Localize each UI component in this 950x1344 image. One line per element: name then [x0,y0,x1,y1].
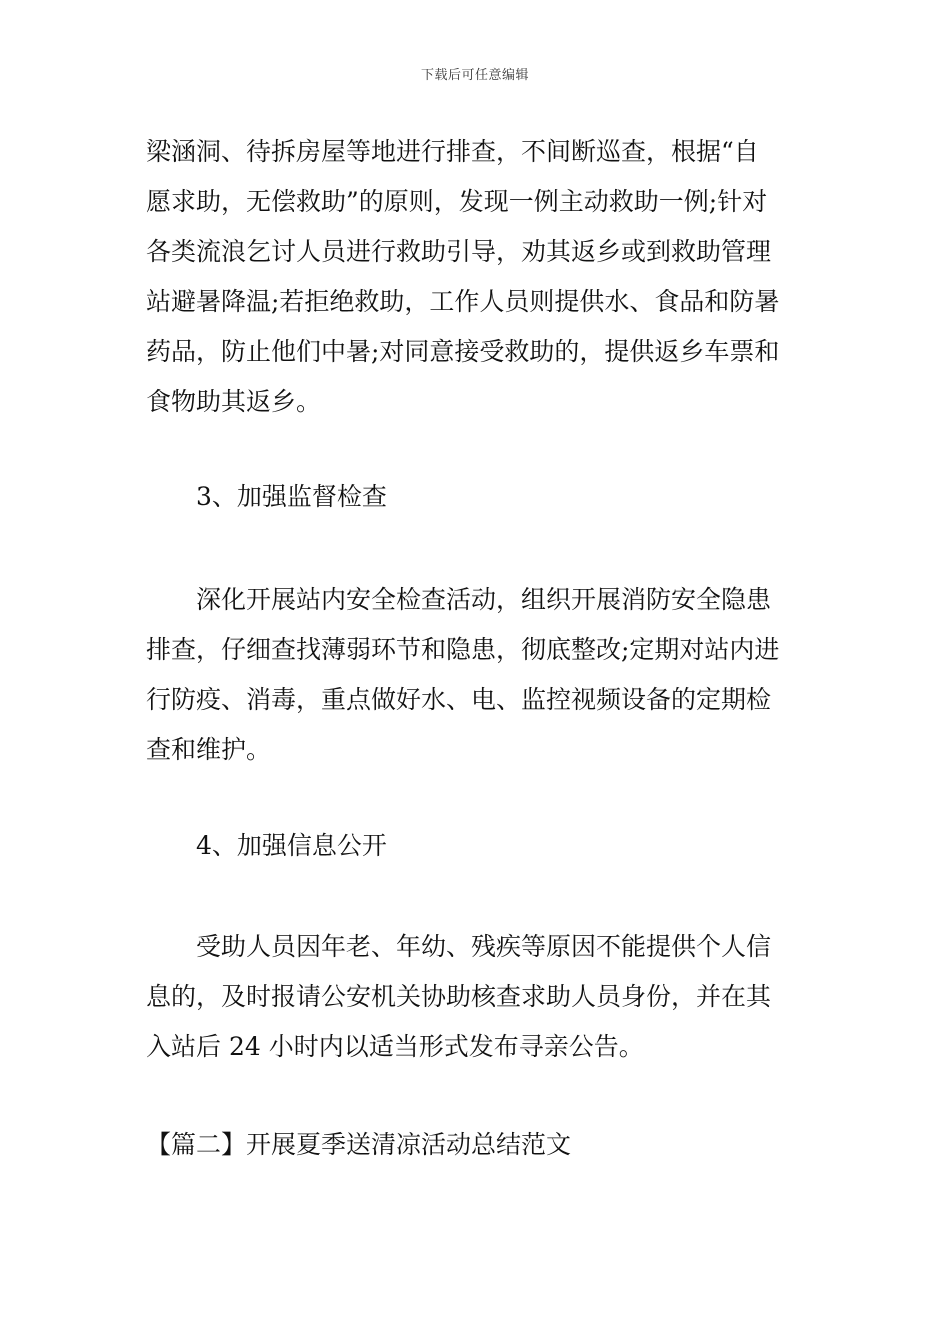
paragraph-identity-verification [146,922,806,1072]
paragraph-line: 深化开展站内安全检查活动，组织开展消防安全隐患 [196,585,772,614]
heading-information-disclosure [146,821,806,871]
paragraph-line: 食物助其返乡。 [146,387,322,416]
paragraph-line: 息的，及时报请公安机关协助核查求助人员身份，并在其 [146,982,772,1011]
article-section-title: 【篇二】开展夏季送清凉活动总结范文 [146,1130,572,1159]
paragraph-safety-inspection [146,575,806,775]
paragraph-line: 愿求助，无偿救助”的原则，发现一例主动救助一例;针对 [146,187,768,216]
section-heading: 4、加强信息公开 [196,831,387,860]
page-header: 下载后可任意编辑 [420,68,529,83]
heading-supervision [146,472,806,522]
paragraph-line: 受助人员因年老、年幼、残疾等原因不能提供个人信 [196,932,772,961]
paragraph-line: 药品，防止他们中暑;对同意接受救助的，提供返乡车票和 [146,337,780,366]
paragraph-rescue-measures [146,127,806,427]
section-heading: 3、加强监督检查 [196,482,387,511]
paragraph-line: 查和维护。 [146,735,272,764]
paragraph-line: 排查，仔细查找薄弱环节和隐患，彻底整改;定期对站内进 [146,635,780,664]
paragraph-line: 行防疫、消毒，重点做好水、电、监控视频设备的定期检 [146,685,772,714]
paragraph-line: 梁涵洞、待拆房屋等地进行排查，不间断巡查，根据“自 [146,137,759,166]
paragraph-line: 各类流浪乞讨人员进行救助引导，劝其返乡或到救助管理 [146,237,772,266]
paragraph-line: 站避暑降温;若拒绝救助，工作人员则提供水、食品和防暑 [146,287,780,316]
paragraph-line: 入站后 24 小时内以适当形式发布寻亲公告。 [146,1032,644,1061]
